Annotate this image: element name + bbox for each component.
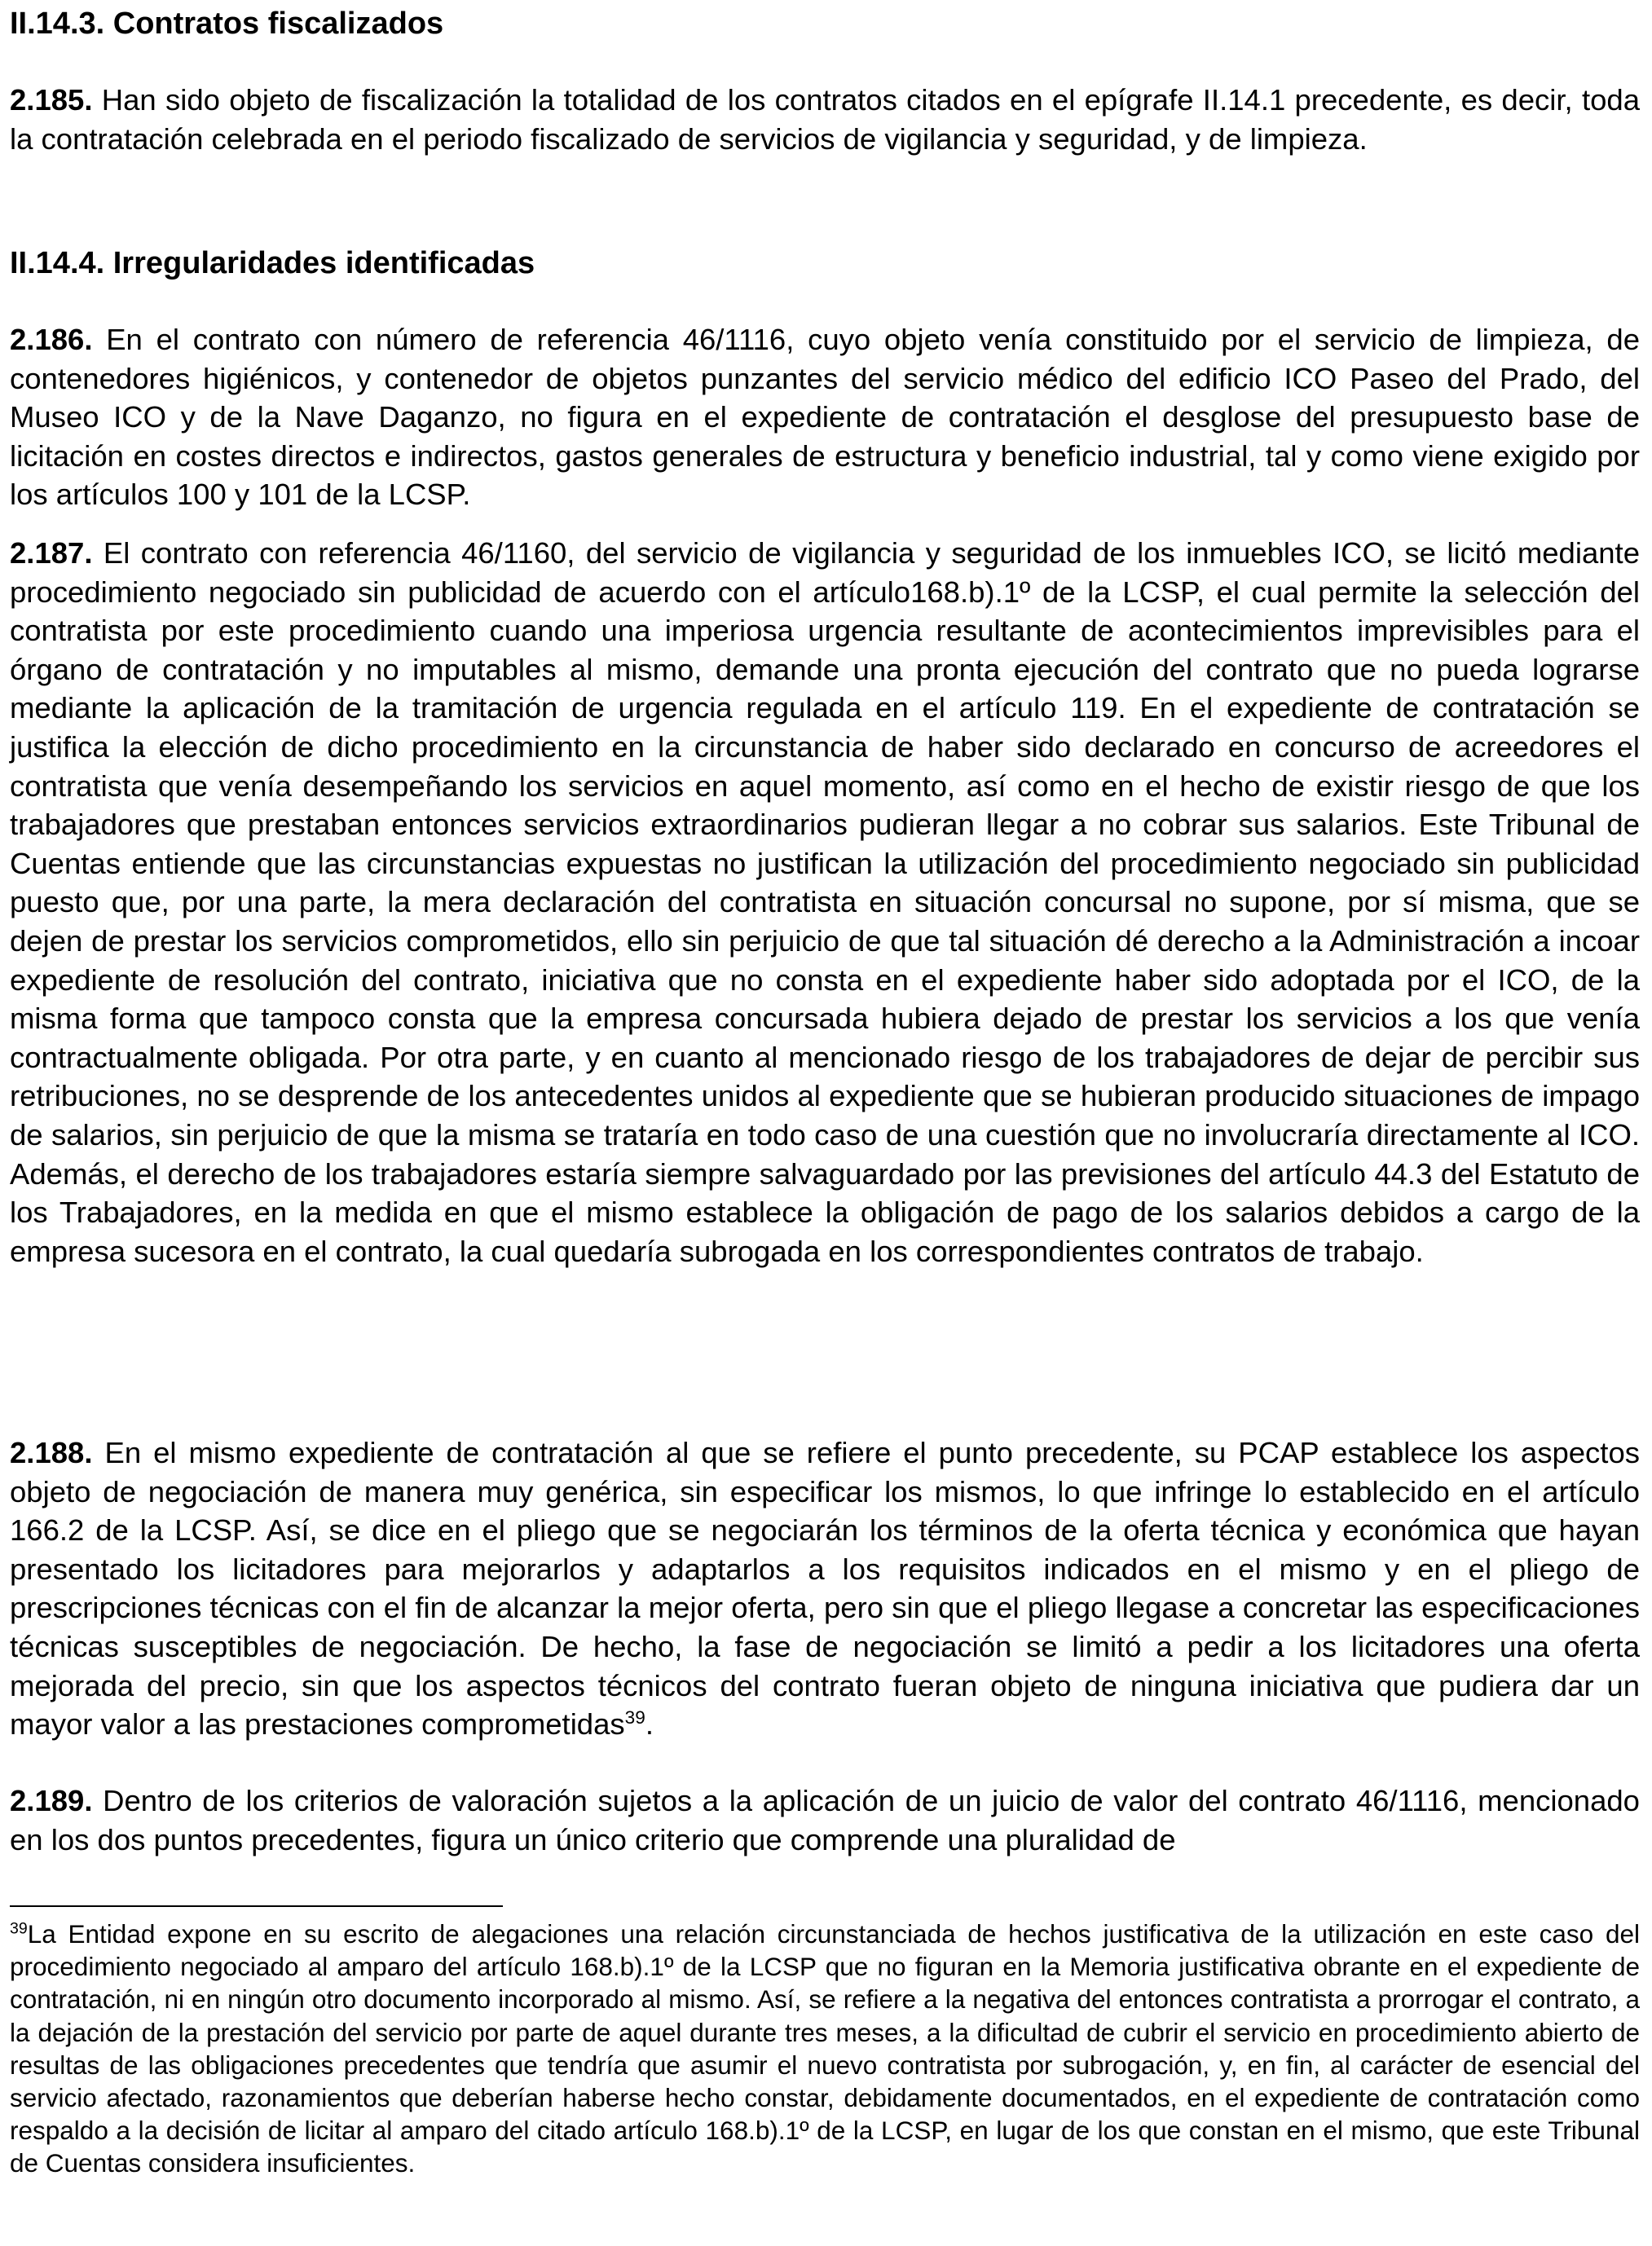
paragraph-number: 2.188.	[10, 1436, 93, 1469]
paragraph-text: Dentro de los criterios de valoración sujetos a la aplicación de un juicio de valor del contrato 46/1116, mencionado en los dos puntos precedentes, figura un único criterio que comprende una pluralidad de	[10, 1784, 1640, 1856]
footnote-mark: 39	[10, 1919, 28, 1938]
paragraph-text: Han sido objeto de fiscalización la totalidad de los contratos citados en el epígrafe II.14.1 precedente, es decir, toda la contratación celebrada en el periodo fiscalizado de servicios de vigilancia y seguridad, y de limpieza.	[10, 83, 1640, 156]
paragraph-text: En el mismo expediente de contratación al que se refiere el punto precedente, su PCAP establece los aspectos objeto de negociación de manera muy genérica, sin especificar los mismos, lo que infringe lo establecido en el artículo 166.2 de la LCSP. Así, se dice en el pliego que se negociarán los términos de la oferta técnica y económica que hayan presentado los licitadores para mejorarlos y adaptarlos a los requisitos indicados en el mismo y en el pliego de prescripciones técnicas con el fin de alcanzar la mejor oferta, pero sin que el pliego llegase a concretar las especificaciones técnicas susceptibles de negociación. De hecho, la fase de negociación se limitó a pedir a los licitadores una oferta mejorada del precio, sin que los aspectos técnicos del contrato fueran objeto de ninguna iniciativa que pudiera dar un mayor valor a las prestaciones comprometidas	[10, 1436, 1640, 1742]
paragraph-2-188	[10, 1433, 1640, 1744]
section-heading-irregularidades: II.14.4. Irregularidades identificadas	[10, 246, 535, 280]
footnote-39	[10, 1918, 1640, 2180]
paragraph-text: En el contrato con número de referencia 46/1116, cuyo objeto venía constituido por el servicio de limpieza, de contenedores higiénicos, y contenedor de objetos punzantes del servicio médico del edificio ICO Paseo del Prado, del Museo ICO y de la Nave Daganzo, no figura en el expediente de contratación el desglose del presupuesto base de licitación en costes directos e indirectos, gastos generales de estructura y beneficio industrial, tal y como viene exigido por los artículos 100 y 101 de la LCSP.	[10, 323, 1640, 512]
paragraph-text: El contrato con referencia 46/1160, del servicio de vigilancia y seguridad de los inmuebles ICO, se licitó mediante procedimiento negociado sin publicidad de acuerdo con el artículo168.b).1º de la LCSP, el cual permite la selección del contratista por este procedimiento cuando una imperiosa urgencia resultante de acontecimientos imprevisibles para el órgano de contratación y no imputables al mismo, demande una pronta ejecución del contrato que no pueda lograrse mediante la aplicación de la tramitación de urgencia regulada en el artículo 119. En el expediente de contratación se justifica la elección de dicho procedimiento en la circunstancia de haber sido declarado en concurso de acreedores el contratista que venía desempeñando los servicios en aquel momento, así como en el hecho de existir riesgo de que los trabajadores que prestaban entonces servicios extraordinarios pudieran llegar a no cobrar sus salarios. Este Tribunal de Cuentas entiende que las circunstancias expuestas no justifican la utilización del procedimiento negociado sin publicidad puesto que, por una parte, la mera declaración del contratista en situación concursal no supone, por sí misma, que se dejen de prestar los servicios comprometidos, ello sin perjuicio de que tal situación dé derecho a la Administración a incoar expediente de resolución del contrato, iniciativa que no consta en el expediente haber sido adoptada por el ICO, de la misma forma que tampoco consta que la empresa concursada hubiera dejado de prestar los servicios a los que venía contractualmente obligada. Por otra parte, y en cuanto al mencionado riesgo de los trabajadores de dejar de percibir sus retribuciones, no se desprende de los antecedentes unidos al expediente que se hubieran producido situaciones de impago de salarios, sin perjuicio de que la misma se trataría en todo caso de una cuestión que no involucraría directamente al ICO. Además, el derecho de los trabajadores estaría siempre salvaguardado por las previsiones del artículo 44.3 del Estatuto de los Trabajadores, en la medida en que el mismo establece la obligación de pago de los salarios debidos a cargo de la empresa sucesora en el contrato, la cual quedaría subrogada en los correspondientes contratos de trabajo.	[10, 536, 1640, 1268]
paragraph-end: .	[645, 1707, 654, 1742]
footnote-reference[interactable]: 39	[624, 1707, 645, 1728]
section-heading-contratos-fiscalizados: II.14.3. Contratos fiscalizados	[10, 7, 444, 41]
paragraph-2-186	[10, 320, 1640, 514]
footnote-text: La Entidad expone en su escrito de alegaciones una relación circunstanciada de hechos justificativa de la utilización en este caso del procedimiento negociado al amparo del artículo 168.b).1º de la LCSP que no figuran en la Memoria justificativa obrante en el expediente de contratación, ni en ningún otro documento incorporado al mismo. Así, se refiere a la negativa del entonces contratista a prorrogar el contrato, a la dejación de la prestación del servicio por parte de aquel durante tres meses, a la dificultad de cubrir el servicio en procedimiento abierto de resultas de las obligaciones precedentes que tendría que asumir el nuevo contratista por subrogación, y, en fin, al carácter de esencial del servicio afectado, razonamientos que deberían haberse hecho constar, debidamente documentados, en el expediente de contratación como respaldo a la decisión de licitar al amparo del citado artículo 168.b).1º de la LCSP, en lugar de los que constan en el mismo, que este Tribunal de Cuentas considera insuficientes.	[10, 1919, 1640, 2178]
footnote-separator	[10, 1905, 503, 1907]
paragraph-number: 2.185.	[10, 83, 93, 117]
paragraph-number: 2.187.	[10, 536, 93, 570]
paragraph-2-187	[10, 534, 1640, 1271]
paragraph-number: 2.186.	[10, 323, 93, 356]
paragraph-2-189	[10, 1781, 1640, 1859]
paragraph-number: 2.189.	[10, 1784, 93, 1817]
paragraph-2-185	[10, 81, 1640, 158]
